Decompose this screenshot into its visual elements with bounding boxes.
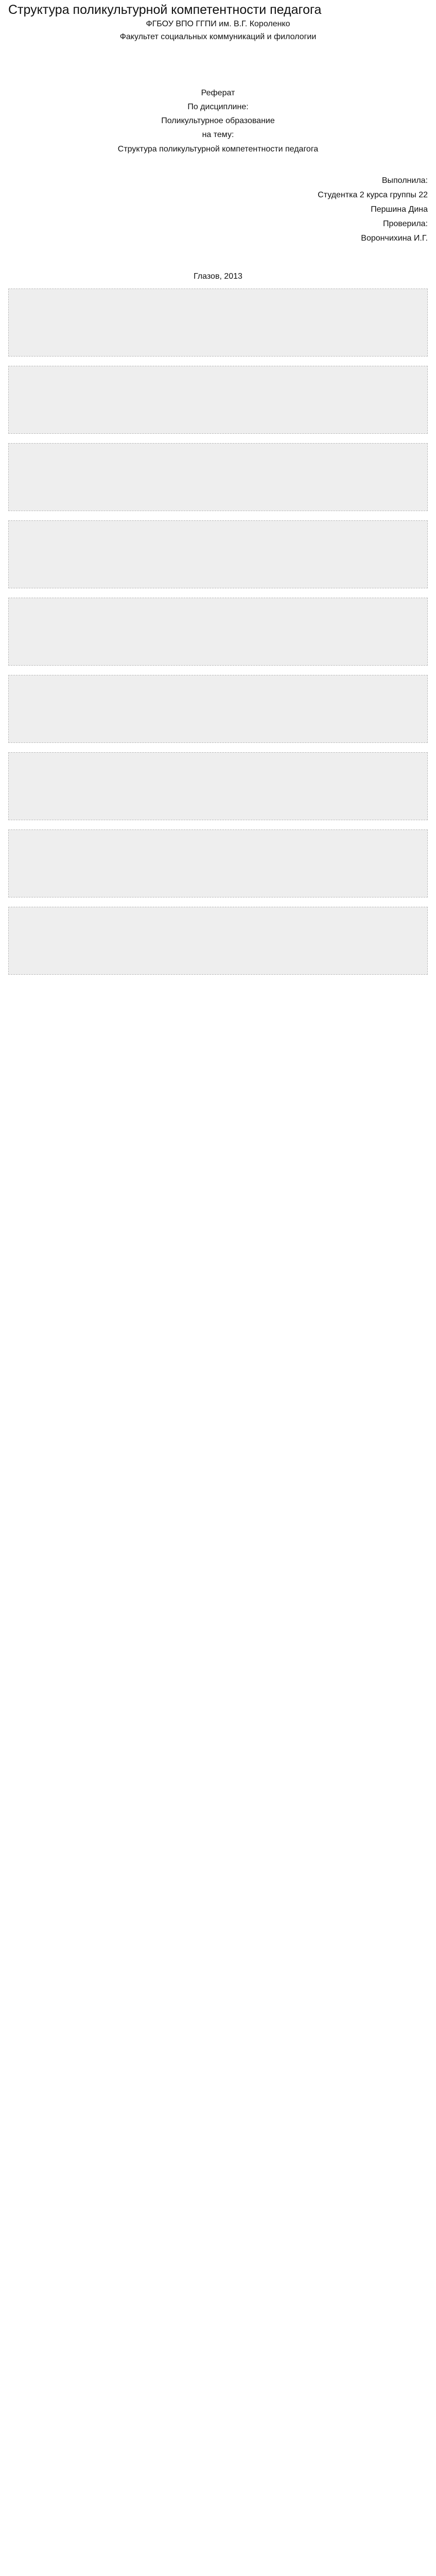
checker-name: Ворончихина И.Г.	[361, 233, 428, 243]
body-principles	[8, 829, 428, 897]
body-polyculture-competence	[8, 520, 428, 588]
checked-label: Проверила:	[382, 219, 428, 228]
discipline-label: По дисциплине:	[187, 103, 249, 112]
essay-title-block	[8, 86, 428, 156]
body-content	[8, 675, 428, 743]
body-structure	[8, 598, 428, 666]
student-info: Студентка 2 курса группы 22	[318, 190, 428, 199]
body-intro	[8, 289, 428, 357]
faculty-name: Факультет социальных коммуникаций и филологии	[119, 32, 317, 42]
institution-name: ФГБОУ ВПО ГГПИ им. В.Г. Короленко	[146, 20, 290, 29]
signature-block	[8, 174, 428, 246]
document-page	[0, 2, 436, 975]
discipline-name: Поликультурное образование	[161, 116, 275, 126]
performed-label: Выполнила:	[381, 176, 428, 185]
essay-kind: Реферат	[201, 88, 235, 97]
document-title: Структура поликультурной компетентности педагога	[8, 3, 322, 17]
essay-topic: Структура поликультурной компетентности педагога	[117, 144, 319, 154]
city-year: Глазов, 2013	[194, 272, 242, 281]
student-name: Першина Дина	[371, 205, 428, 214]
body-objective-processes	[8, 443, 428, 511]
body-conclusion	[8, 907, 428, 975]
body-basis	[8, 752, 428, 820]
topic-label: на тему:	[202, 130, 234, 140]
body-problem	[8, 366, 428, 434]
